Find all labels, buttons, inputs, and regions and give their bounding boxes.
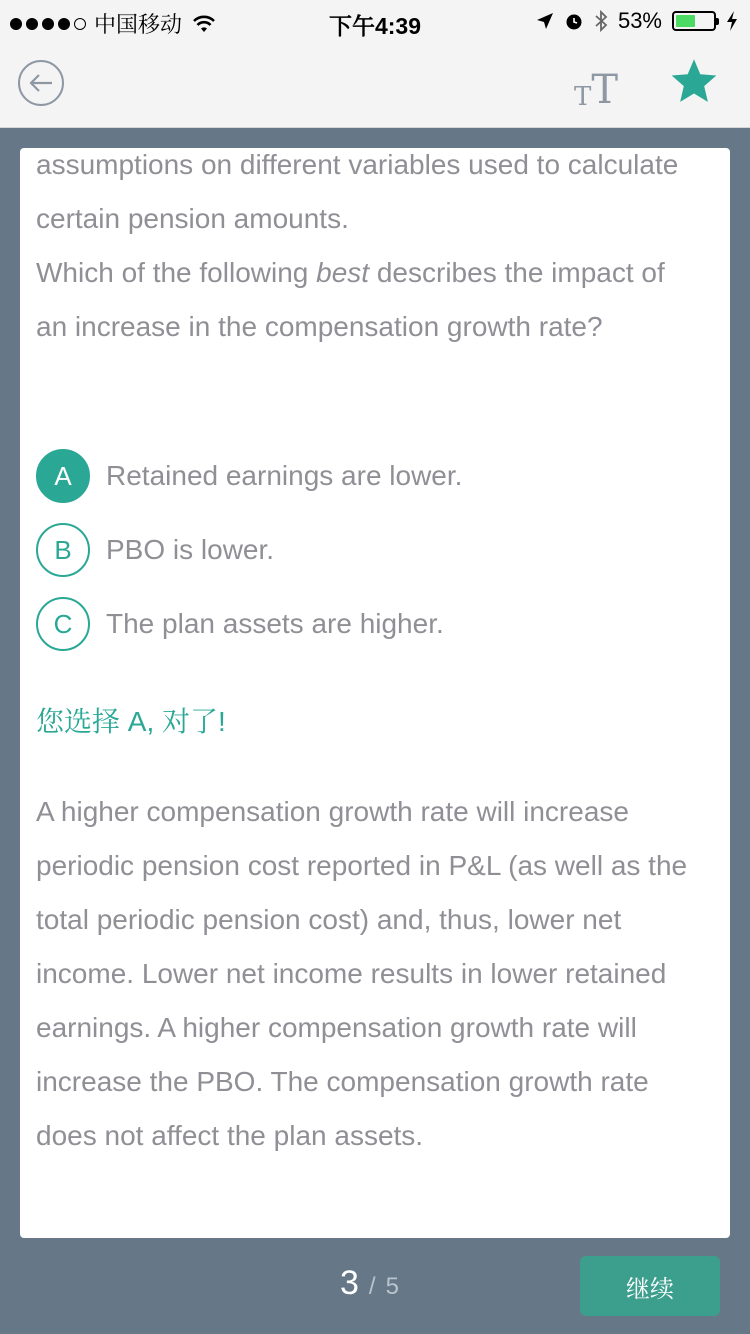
- explanation-line: total periodic pension cost) and, thus, lower net: [36, 904, 622, 935]
- option-letter: B: [36, 523, 90, 577]
- option-text: Retained earnings are lower.: [106, 460, 463, 491]
- option-text: The plan assets are higher.: [106, 608, 444, 639]
- page-indicator: [340, 1264, 399, 1310]
- total-pages: 5: [385, 1273, 399, 1300]
- answer-result: 您选择 A, 对了!: [36, 706, 226, 737]
- battery-percent: 53%: [617, 8, 662, 33]
- favorite-button[interactable]: [668, 56, 720, 108]
- status-bar: [0, 0, 750, 40]
- charging-icon: [726, 11, 738, 31]
- bluetooth-icon: [594, 10, 608, 32]
- font-size-icon: T: [574, 82, 592, 112]
- status-right: [536, 8, 738, 34]
- explanation-line: increase the PBO. The compensation growth rate: [36, 1066, 649, 1097]
- explanation-line: does not affect the plan assets.: [36, 1120, 424, 1151]
- back-button[interactable]: [18, 60, 64, 106]
- explanation-line: A higher compensation growth rate will increase: [36, 796, 629, 827]
- question-prompt: Which of the following best describes the impact of: [36, 257, 665, 288]
- explanation-line: income. Lower net income results in lower retained: [36, 958, 667, 989]
- explanation-text: [36, 785, 726, 1163]
- option-text: PBO is lower.: [106, 534, 275, 565]
- font-size-button[interactable]: T T: [574, 67, 619, 113]
- current-page: 3: [340, 1264, 359, 1302]
- option-letter: C: [36, 597, 90, 651]
- continue-button[interactable]: 继续: [580, 1256, 720, 1316]
- explanation-line: earnings. A higher compensation growth rate will: [36, 1012, 637, 1043]
- option-c[interactable]: [36, 596, 696, 652]
- battery-icon: [672, 11, 716, 31]
- back-arrow-icon: [28, 72, 54, 94]
- question-line: an increase in the compensation growth rate?: [36, 311, 603, 342]
- star-icon: [668, 56, 720, 108]
- carrier-name: 中国移动: [94, 12, 183, 37]
- location-icon: [536, 12, 554, 30]
- status-time: 下午4:39: [328, 13, 422, 39]
- question-card: [20, 148, 730, 1238]
- question-line: assumptions on different variables used to calculate: [36, 149, 679, 180]
- page-separator: /: [368, 1273, 376, 1300]
- nav-bar: [0, 40, 750, 128]
- explanation-line: periodic pension cost reported in P&L (as well as the: [36, 850, 688, 881]
- option-a[interactable]: [36, 448, 696, 504]
- question-text: [36, 148, 716, 354]
- option-b[interactable]: [36, 522, 696, 578]
- question-line: certain pension amounts.: [36, 203, 349, 234]
- option-letter: A: [36, 449, 90, 503]
- alarm-icon: [564, 11, 584, 31]
